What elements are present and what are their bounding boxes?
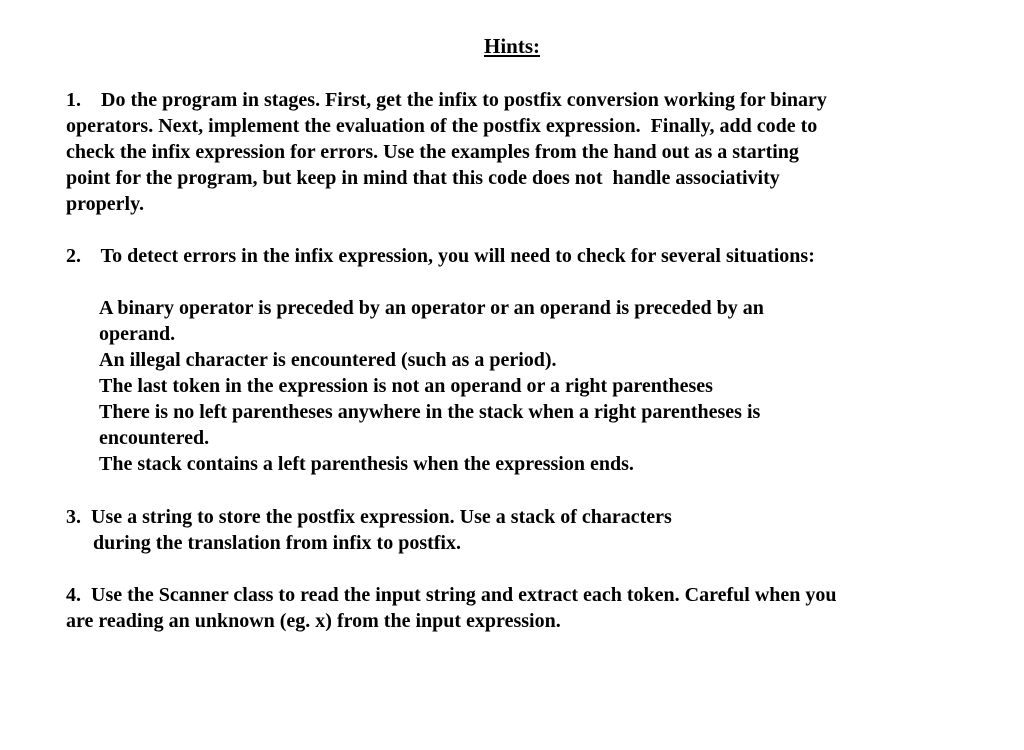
hint-3-line: 3. Use a string to store the postfix expression. Use a stack of characters: [66, 506, 672, 528]
hint-1-line: properly.: [66, 193, 144, 215]
hint-4-line: 4. Use the Scanner class to read the input string and extract each token. Careful when you: [66, 584, 837, 606]
condition-line: A binary operator is preceded by an operator or an operand is preceded by an: [99, 297, 764, 319]
hint-1-line: point for the program, but keep in mind that this code does not handle associativity: [66, 167, 780, 189]
condition-line: An illegal character is encountered (such as a period).: [99, 349, 557, 371]
condition-line: The last token in the expression is not an operand or a right parentheses: [99, 375, 713, 397]
condition-line: encountered.: [99, 427, 210, 449]
hint-1-line: check the infix expression for errors. Use the examples from the hand out as a starting: [66, 141, 799, 163]
condition-line: There is no left parentheses anywhere in the stack when a right parentheses is: [99, 401, 761, 423]
condition-line: The stack contains a left parenthesis when the expression ends.: [99, 453, 634, 475]
hint-2: [66, 243, 815, 269]
page-title: Hints:: [483, 34, 540, 58]
hint-4: [66, 582, 837, 634]
hint-3: [66, 504, 672, 556]
hint-1-line: operators. Next, implement the evaluation of the postfix expression. Finally, add code to: [66, 115, 818, 137]
hint-4-line: are reading an unknown (eg. x) from the input expression.: [66, 610, 561, 632]
hint-2-intro: 2. To detect errors in the infix expression, you will need to check for several situations:: [66, 245, 815, 267]
condition-line: operand.: [99, 323, 176, 345]
hint-1: [66, 87, 827, 217]
hint-1-line: 1. Do the program in stages. First, get the infix to postfix conversion working for binary: [66, 89, 827, 111]
hint-3-line: during the translation from infix to postfix.: [93, 532, 461, 554]
hint-2-conditions: [99, 295, 764, 477]
